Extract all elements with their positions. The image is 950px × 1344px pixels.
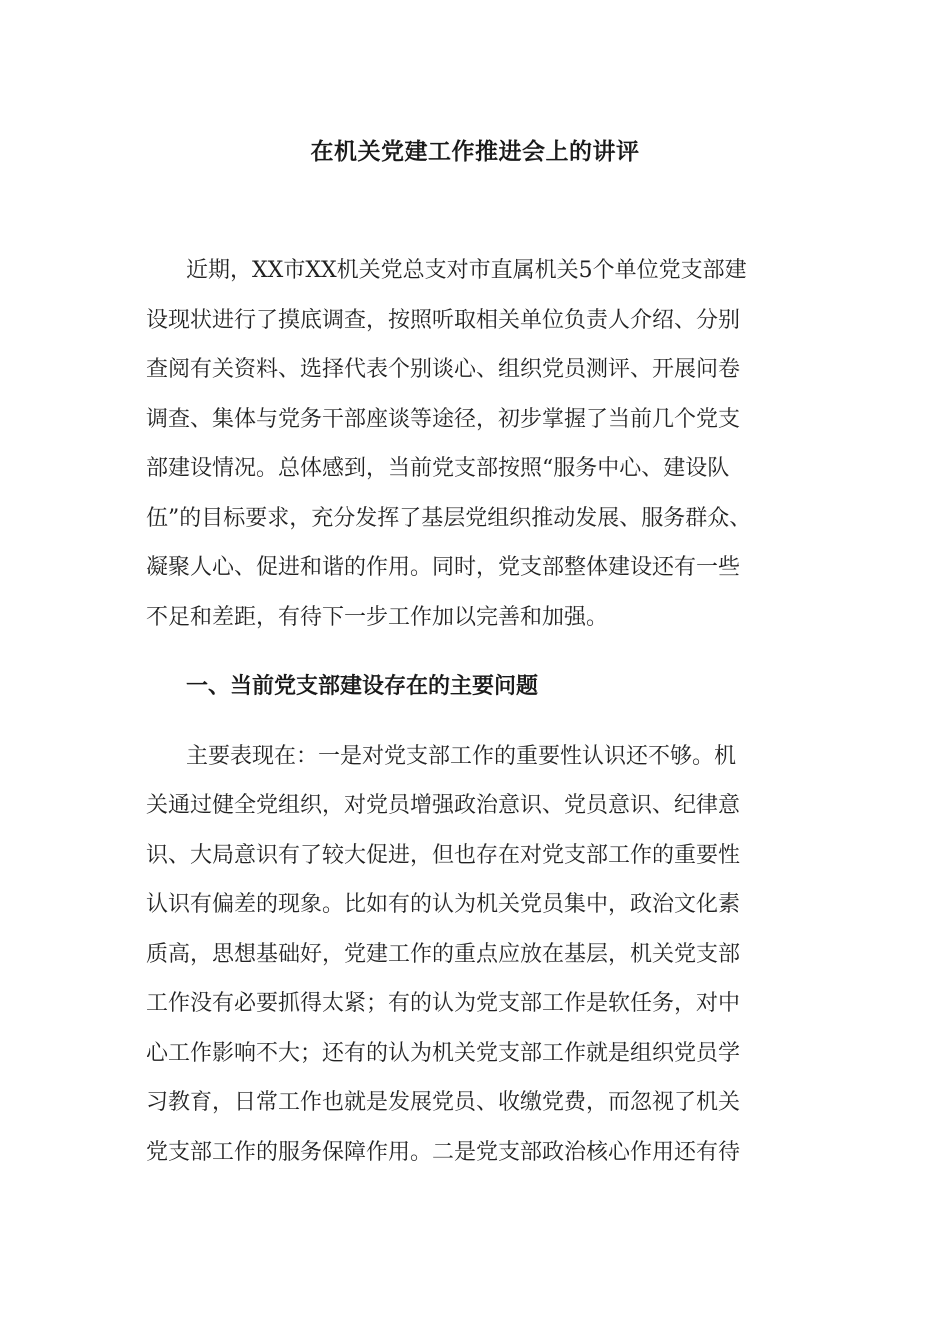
paragraph-line: 心工作影响不大；还有的认为机关党支部工作就是组织党员学 <box>146 1041 741 1066</box>
paragraph-line: 设现状进行了摸底调查，按照听取相关单位负责人介绍、分别 <box>146 308 741 333</box>
section-heading: 一、当前党支部建设存在的主要问题 <box>186 674 539 699</box>
document-title: 在机关党建工作推进会上的讲评 <box>310 139 640 165</box>
paragraph-line: 不足和差距，有待下一步工作加以完善和加强。 <box>146 605 609 630</box>
paragraph-line: 伍”的目标要求，充分发挥了基层党组织推动发展、服务群众、 <box>146 506 752 531</box>
paragraph-line: 认识有偏差的现象。比如有的认为机关党员集中，政治文化素 <box>146 892 741 917</box>
paragraph-line: 关通过健全党组织，对党员增强政治意识、党员意识、纪律意 <box>146 793 741 818</box>
paragraph-line: 凝聚人心、促进和谐的作用。同时，党支部整体建设还有一些 <box>146 555 741 580</box>
paragraph-line: 识、大局意识有了较大促进，但也存在对党支部工作的重要性 <box>146 843 741 868</box>
paragraph-line: 查阅有关资料、选择代表个别谈心、组织党员测评、开展问卷 <box>146 357 741 382</box>
paragraph-line: 部建设情况。总体感到，当前党支部按照“服务中心、建设队 <box>146 456 730 481</box>
paragraph-line: 工作没有必要抓得太紧；有的认为党支部工作是软任务，对中 <box>146 991 741 1016</box>
paragraph-line: 习教育，日常工作也就是发展党员、收缴党费，而忽视了机关 <box>146 1090 741 1115</box>
paragraph-line: 主要表现在：一是对党支部工作的重要性认识还不够。机 <box>186 744 737 769</box>
paragraph-line: 近期，XX市XX机关党总支对市直属机关5个单位党支部建 <box>186 258 747 283</box>
paragraph-line: 调查、集体与党务干部座谈等途径，初步掌握了当前几个党支 <box>146 407 741 432</box>
paragraph-line: 党支部工作的服务保障作用。二是党支部政治核心作用还有待 <box>146 1140 741 1165</box>
paragraph-line: 质高，思想基础好，党建工作的重点应放在基层，机关党支部 <box>146 942 741 967</box>
